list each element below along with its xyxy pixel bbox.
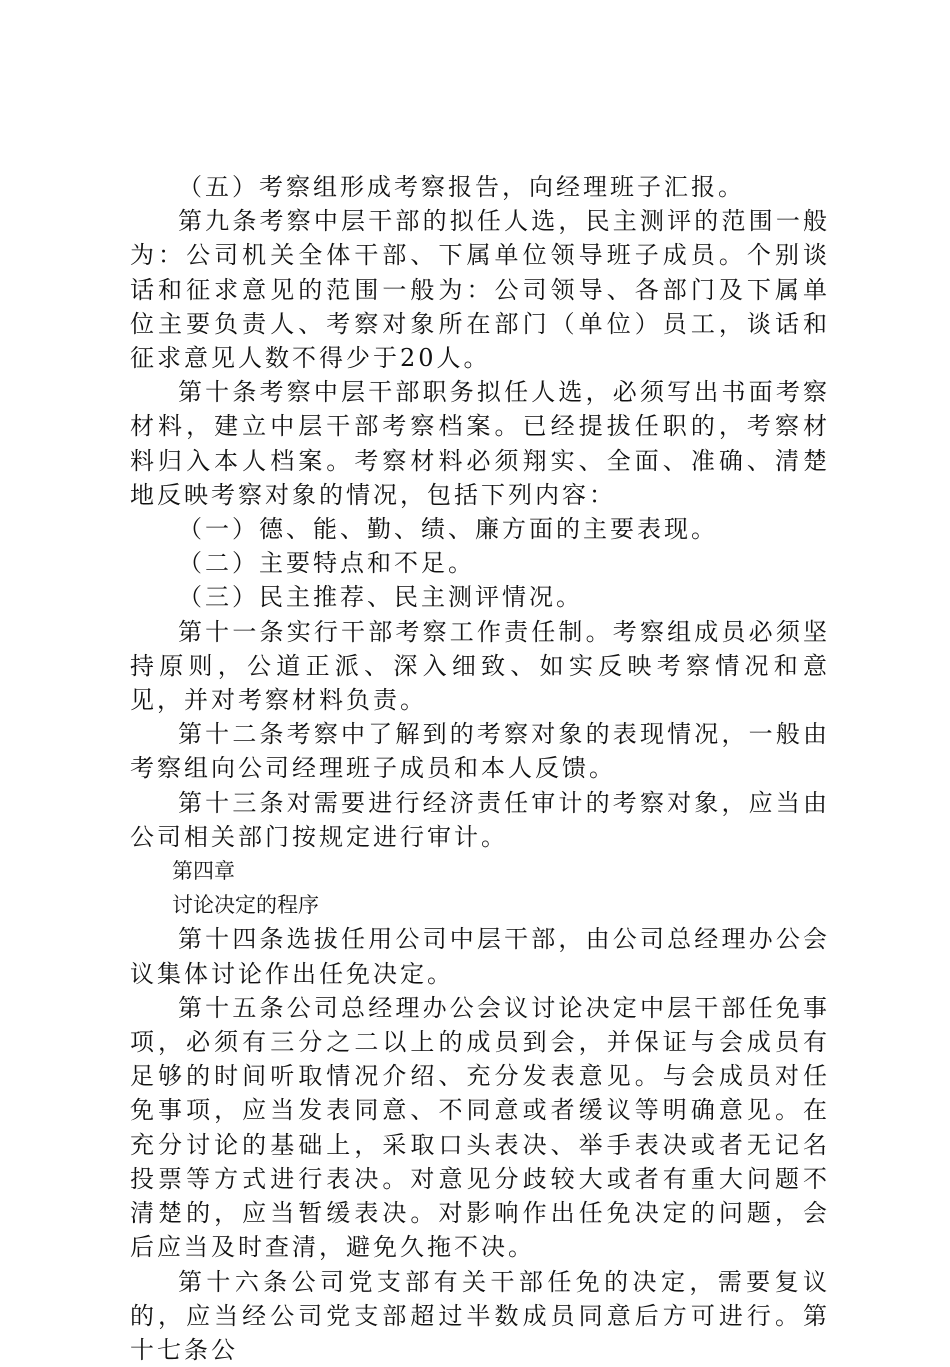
list-item: （一）德、能、勤、绩、廉方面的主要表现。 bbox=[130, 512, 830, 546]
paragraph: 第十四条选拔任用公司中层干部，由公司总经理办公会议集体讨论作出任免决定。 bbox=[130, 922, 830, 990]
list-item: （二）主要特点和不足。 bbox=[130, 546, 830, 580]
document-body bbox=[130, 170, 830, 1367]
paragraph: 第十条考察中层干部职务拟任人选，必须写出书面考察材料，建立中层干部考察档案。已经提拔任职的，考察材料归入本人档案。考察材料必须翔实、全面、准确、清楚地反映考察对象的情况，包括下列内容： bbox=[130, 375, 830, 512]
chapter-number: 第四章 bbox=[130, 854, 830, 888]
paragraph: 第十三条对需要进行经济责任审计的考察对象，应当由公司相关部门按规定进行审计。 bbox=[130, 786, 830, 854]
paragraph: 第十二条考察中了解到的考察对象的表现情况，一般由考察组向公司经理班子成员和本人反馈。 bbox=[130, 717, 830, 785]
chapter-title: 讨论决定的程序 bbox=[130, 888, 830, 922]
list-item: （三）民主推荐、民主测评情况。 bbox=[130, 580, 830, 614]
paragraph: 第十五条公司总经理办公会议讨论决定中层干部任免事项，必须有三分之二以上的成员到会，并保证与会成员有足够的时间听取情况介绍、充分发表意见。与会成员对任免事项，应当发表同意、不同意或者缓议等明确意见。在充分讨论的基础上，采取口头表决、举手表决或者无记名投票等方式进行表决。对意见分歧较大或者有重大问题不清楚的，应当暂缓表决。对影响作出任免决定的问题，会后应当及时查清，避免久拖不决。 bbox=[130, 991, 830, 1265]
paragraph: 第十一条实行干部考察工作责任制。考察组成员必须坚持原则，公道正派、深入细致、如实反映考察情况和意见，并对考察材料负责。 bbox=[130, 615, 830, 718]
paragraph: （五）考察组形成考察报告，向经理班子汇报。 bbox=[130, 170, 830, 204]
paragraph: 第十六条公司党支部有关干部任免的决定，需要复议的，应当经公司党支部超过半数成员同意后方可进行。第十七条公 bbox=[130, 1265, 830, 1367]
paragraph: 第九条考察中层干部的拟任人选，民主测评的范围一般为：公司机关全体干部、下属单位领导班子成员。个别谈话和征求意见的范围一般为：公司领导、各部门及下属单位主要负责人、考察对象所在部门（单位）员工，谈话和征求意见人数不得少于20人。 bbox=[130, 204, 830, 375]
